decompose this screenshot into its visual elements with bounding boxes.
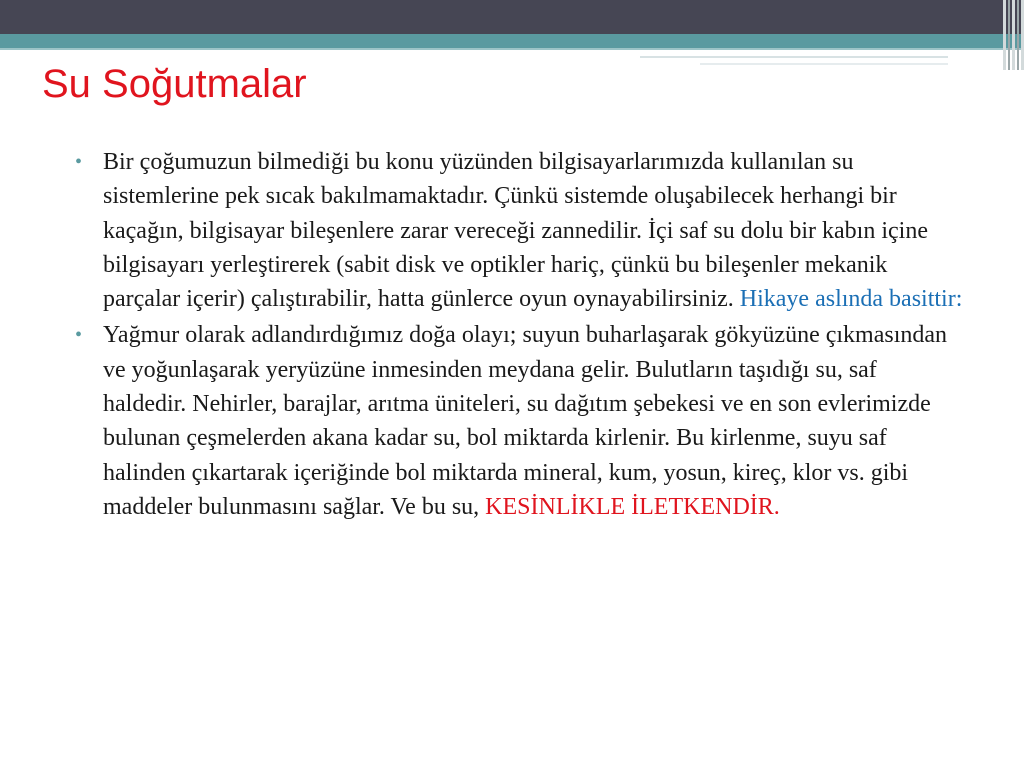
slide-title: Su Soğutmalar [42, 62, 307, 106]
bullet-item [75, 145, 965, 316]
bullet-list [75, 145, 965, 526]
highlight-text-red: KESİNLİKLE İLETKENDİR. [485, 493, 780, 520]
accent-line [0, 48, 1024, 50]
bullet-item [75, 318, 965, 524]
header-band [0, 0, 1024, 34]
decorative-line [700, 63, 948, 65]
highlight-text-blue: Hikaye aslında basittir: [739, 286, 963, 313]
decorative-stripes [990, 0, 1024, 70]
bullet-dot-icon: • [75, 324, 83, 347]
decorative-line [640, 56, 948, 58]
accent-band [0, 34, 1024, 48]
bullet-dot-icon: • [75, 151, 83, 173]
bullet-text: Bir çoğumuzun bilmediği bu konu yüzünden bilgisayarlarımızda kullanılan su sistemlerine pek sıcak bakılmamaktadır. Çünkü sistemde oluşabilecek herhangi bir kaçağın, bilgisayar bileşenlere zarar vereceği zannedilir. İçi saf su dolu bir kabın içine bilgisayarı yerleştirerek (sabit disk ve optikler hariç, çünkü bu bileşenler mekanik parçalar içerir) çalıştırabilir, hatta günlerce oyun oynayabilirsiniz. [103, 149, 928, 313]
bullet-text: Yağmur olarak adlandırdığımız doğa olayı; suyun buharlaşarak gökyüzüne çıkmasından ve yoğunlaşarak yeryüzüne inmesinden meydana gelir. Bulutların taşıdığı su, saf haldedir. Nehirler, barajlar, arıtma üniteleri, su dağıtım şebekesi ve en son evlerimizde bulunan çeşmelerden akana kadar su, bol miktarda kirlenir. Bu kirlenme, suyu saf halinden çıkartarak içeriğinde bol miktarda mineral, kum, yosun, kireç, klor vs. gibi maddeler bulunmasını sağlar. Ve bu su, [103, 322, 948, 520]
